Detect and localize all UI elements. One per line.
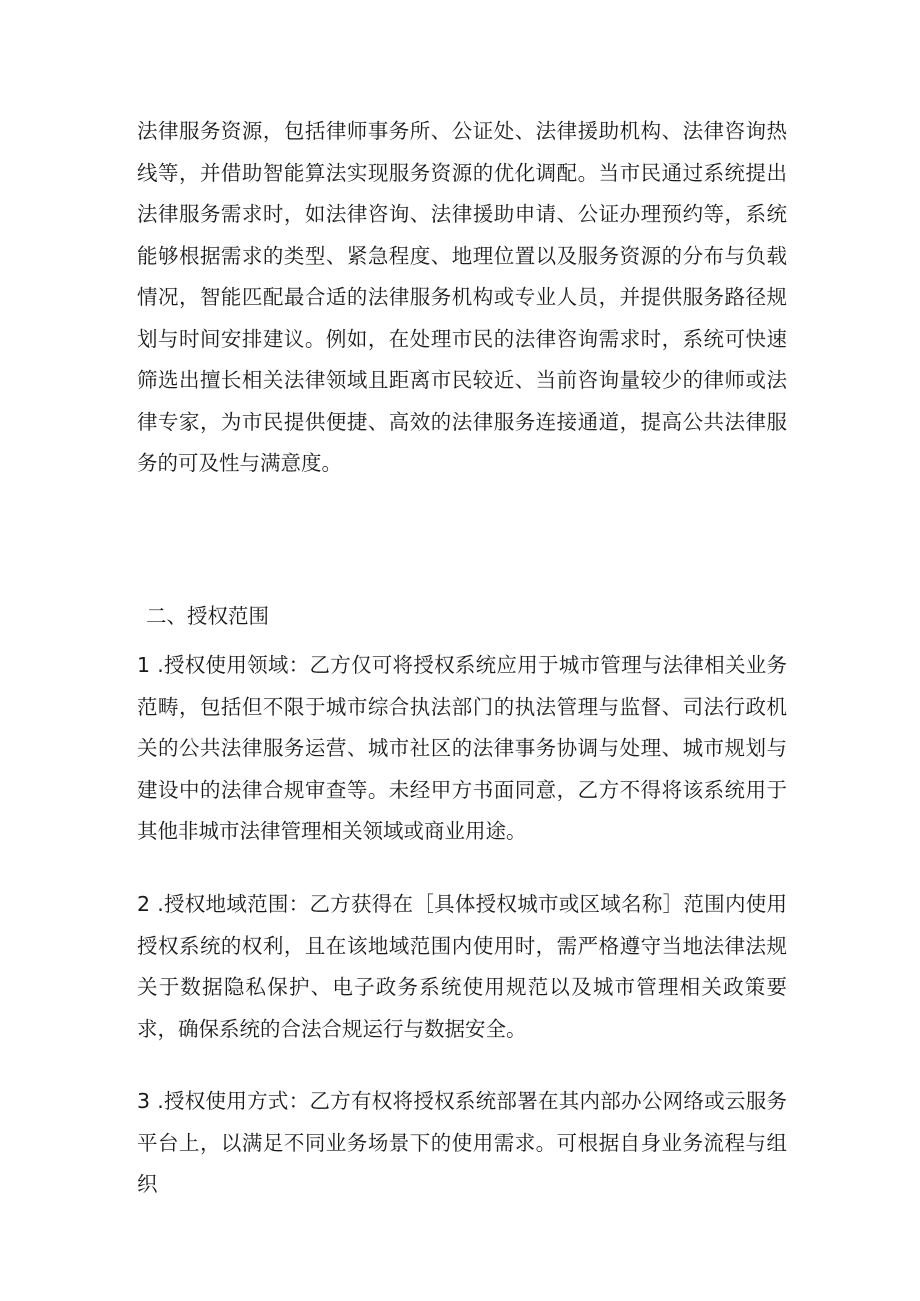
clause-number: 1 [137,653,151,677]
clause-text: .授权地域范围：乙方获得在［具体授权城市或区域名称］范围内使用授权系统的权利，且在该地域范围内使用时，需严格遵守当地法律法规关于数据隐私保护、电子政务系统使用规范以及城市管理相关政策要求，确保系统的合法合规运行与数据安全。 [137,892,787,1041]
clause-number: 3 [137,1089,151,1113]
section-heading: 二、授权范围 [146,604,269,628]
clause-item-2 [137,884,787,1050]
clause-text: .授权使用方式：乙方有权将授权系统部署在其内部办公网络或云服务平台上，以满足不同业务场景下的使用需求。可根据自身业务流程与组织 [137,1089,787,1196]
intro-paragraph: 法律服务资源，包括律师事务所、公证处、法律援助机构、法律咨询热线等，并借助智能算法实现服务资源的优化调配。当市民通过系统提出法律服务需求时，如法律咨询、法律援助申请、公证办理预约等，系统能够根据需求的类型、紧急程度、地理位置以及服务资源的分布与负载情况，智能匹配最合适的法律服务机构或专业人员，并提供服务路径规划与时间安排建议。例如，在处理市民的法律咨询需求时，系统可快速筛选出擅长相关法律领域且距离市民较近、当前咨询量较少的律师或法律专家，为市民提供便捷、高效的法律服务连接通道，提高公共法律服务的可及性与满意度。 [137,119,787,475]
clause-item-3 [137,1081,787,1206]
clause-number: 2 [137,892,151,916]
clause-text: .授权使用领域：乙方仅可将授权系统应用于城市管理与法律相关业务范畴，包括但不限于城市综合执法部门的执法管理与监督、司法行政机关的公共法律服务运营、城市社区的法律事务协调与处理、城市规划与建设中的法律合规审查等。未经甲方书面同意，乙方不得将该系统用于其他非城市法律管理相关领域或商业用途。 [137,653,787,843]
clause-item-1 [137,645,787,853]
